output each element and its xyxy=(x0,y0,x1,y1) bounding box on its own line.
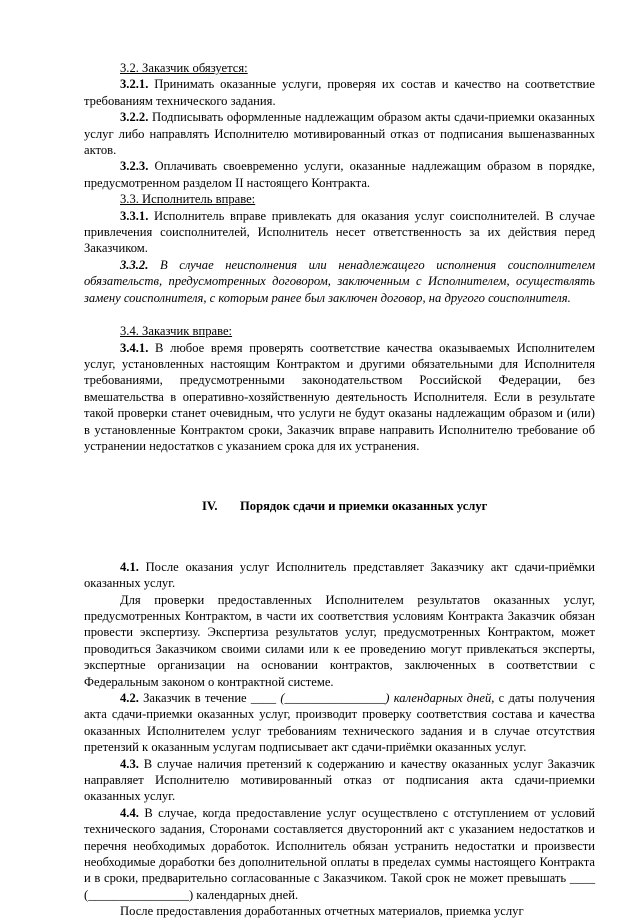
clause-4-1: 4.1. После оказания услуг Исполнитель представляет Заказчику акт сдачи-приёмки оказанных услуг. xyxy=(84,559,595,591)
clause-3-3-1: 3.3.1. Исполнитель вправе привлекать для оказания услуг соисполнителей. В случае привлечения соисполнителей, Исполнитель несет ответственность за их действия перед Заказчиком. xyxy=(84,208,595,256)
clause-3-2-1: 3.2.1. Принимать оказанные услуги, проверяя их состав и качество на соответствие требованиям технического задания. xyxy=(84,77,595,108)
clause-4-1-expertise: Для проверки предоставленных Исполнителем результатов оказанных услуг, предусмотренных Контрактом, в части их соответствия условиям Контракта Заказчик обязан провести экспертизу. Экспертиза результатов услуг, предусмотренных Контрактом, может проводиться Заказчиком своими силами или к ее проведению могут привлекаться эксперты, экспертные организации на основании контрактов, заключенных в соответствии с Федеральным законом о контрактной системе. xyxy=(84,592,595,689)
section-3-3-title: 3.3. Исполнитель вправе: xyxy=(120,192,256,207)
clause-3-2-3: 3.2.3. Оплачивать своевременно услуги, оказанные надлежащим образом в порядке, предусмотренном разделом II настоящего Контракта. xyxy=(84,159,595,190)
clause-3-3-2: 3.3.2. В случае неисполнения или ненадлежащего исполнения соисполнителем обязательств, предусмотренных договором, заключенным с Исполнителем, осуществлять замену соисполнителя, с которым ранее был заключен договор, на другого соисполнителя. xyxy=(84,257,595,305)
clause-4-5-start: После предоставления доработанных отчетных материалов, приемка услуг xyxy=(120,904,524,919)
clause-4-2: 4.2. Заказчик в течение ____ (________________) календарных дней, с даты получения акта сдачи-приемки оказанных услуг, производит проверку соответствия состава и качества оказанных Исполнителем услуг требованиям технического задания и в случае отсутствия претензий к оказанным услугам подписывает акт сдачи-приёмки оказанных услуг. xyxy=(84,691,596,755)
clause-4-4: 4.4. В случае, когда предоставление услуг осуществлено с отступлением от условий технического задания, Сторонами составляется двусторонний акт с указанием недостатков и перечня необходимых доработок. Исполнитель обязан устранить недостатки и произвести необходимые доработки без дополнительной оплаты в пределах суммы настоящего Контракта и в сроки, предварительно согласованные с Заказчиком. Такой срок не может превышать ____ (________________) календарных дней. xyxy=(84,805,595,902)
clause-3-4-1: 3.4.1. В любое время проверять соответствие качества оказываемых Исполнителем услуг, установленных настоящим Контрактом и другими обязательными для Исполнителя требованиями, предусмотренными законодательством Российской Федерации, без вмешательства в оперативно-хозяйственную деятельность Исполнителя. Если в результате такой проверки станет очевидным, что услуги не будут оказаны надлежащим образом и (или) в установленные Контрактом сроки, Заказчик вправе направить Исполнителю требование об устранении недостатков с указанием срока для их устранения. xyxy=(84,340,595,453)
section-4-heading: IV. Порядок сдачи и приемки оказанных услуг xyxy=(202,499,488,514)
section-3-2-title: 3.2. Заказчик обязуется: xyxy=(120,61,248,75)
clause-4-3: 4.3. В случае наличия претензий к содержанию и качеству оказанных услуг Заказчик направляет Исполнителю мотивированный отказ от подписания акта сдачи-приемки оказанных услуг. xyxy=(84,756,595,804)
clause-3-2-2: 3.2.2. Подписывать оформленные надлежащим образом акты сдачи-приемки оказанных услуг либо направлять Исполнителю мотивированный отказ от подписания вышеназванных актов. xyxy=(84,110,595,158)
document-body xyxy=(84,60,595,920)
spacer xyxy=(84,306,595,323)
section-3-4-title: 3.4. Заказчик вправе: xyxy=(120,324,233,339)
